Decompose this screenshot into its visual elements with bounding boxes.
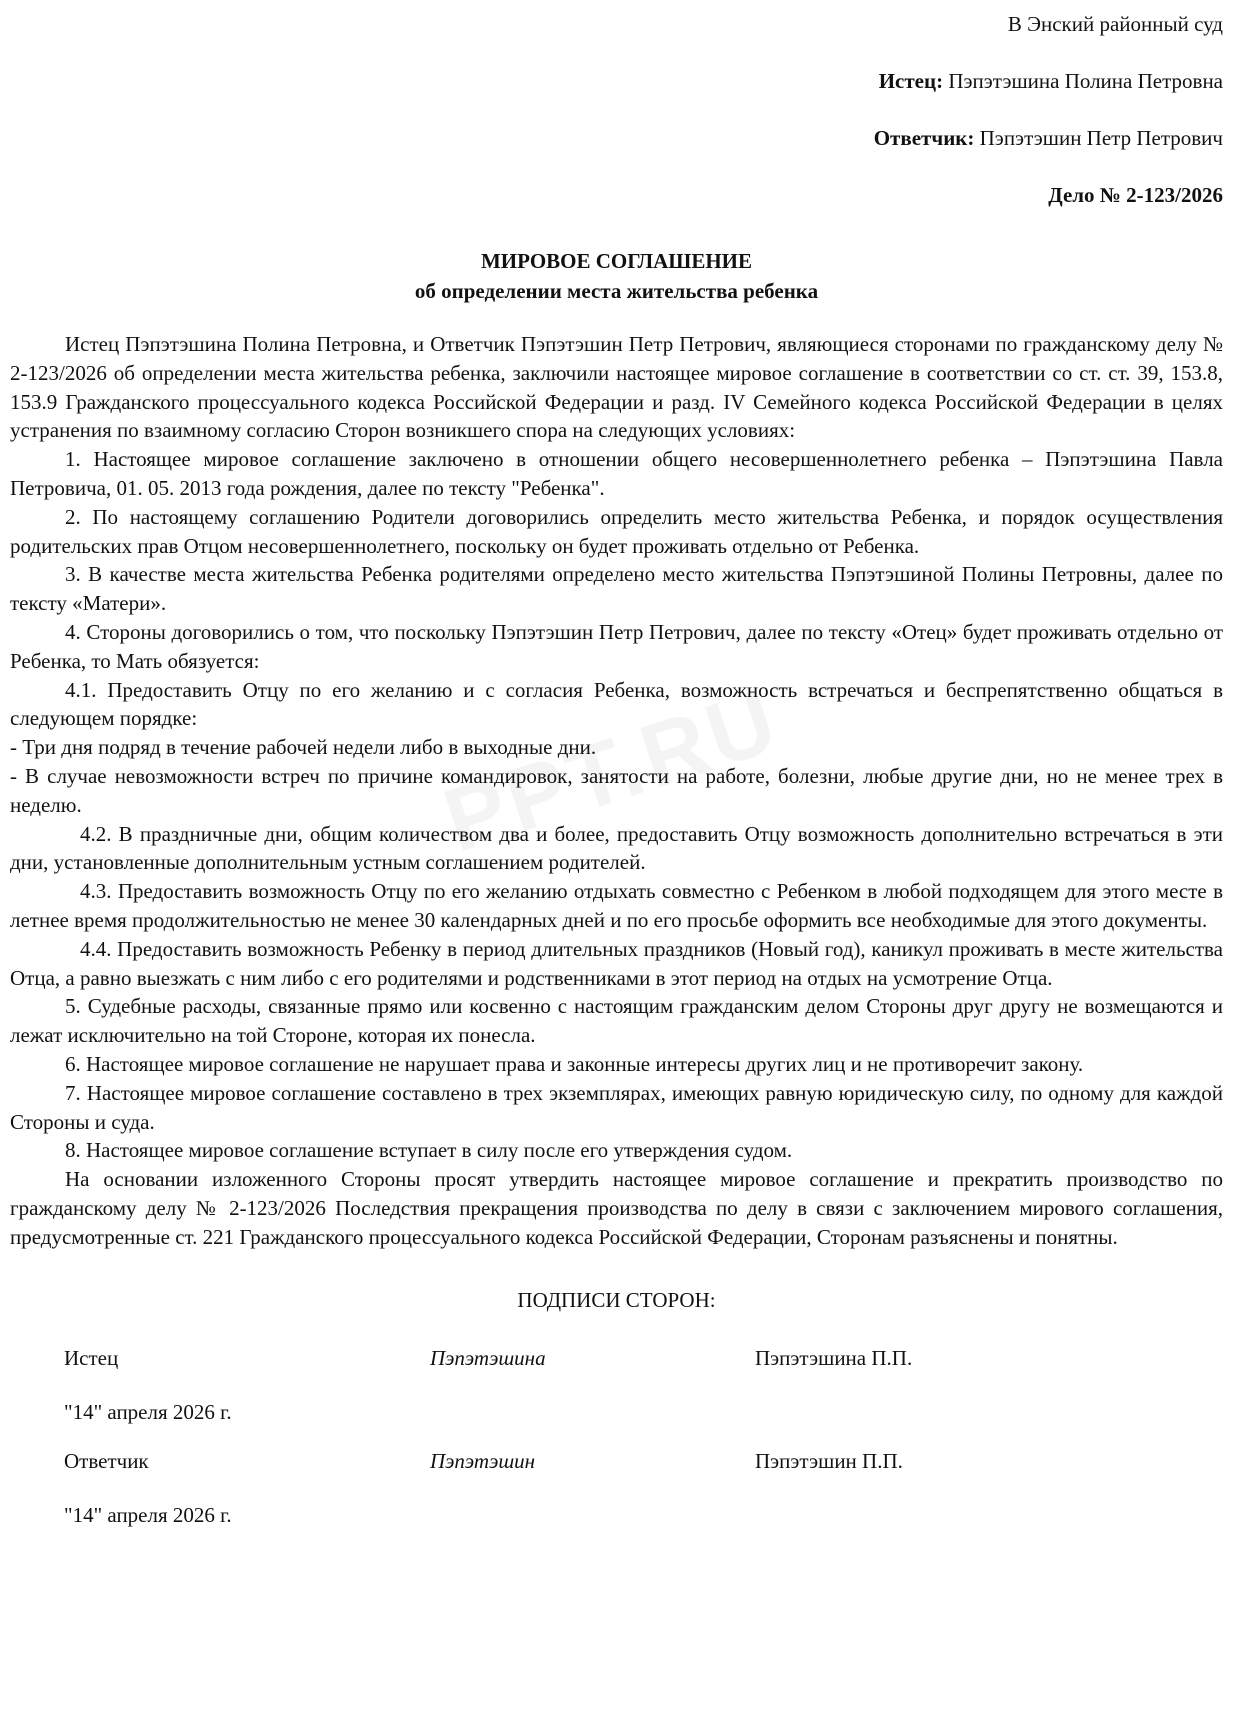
paragraph-6: 6. Настоящее мировое соглашение не нарушает права и законные интересы других лиц и не противоречит закону. (65, 1051, 1084, 1076)
defendant-label: Ответчик: (873, 126, 975, 150)
plaintiff-signature-date: "14" апреля 2026 г. (64, 1399, 232, 1424)
paragraph-2: 2. По настоящему соглашению Родители договорились определить место жительства Ребенка, и порядок осуществления родительских прав Отцом несовершеннолетнего, поскольку он будет проживать отдельно от Ребенка. (10, 504, 1223, 558)
defendant-signature-row (10, 1449, 1223, 1479)
paragraph-4-2: 4.2. В праздничные дни, общим количеством два и более, предоставить Отцу возможность дополнительно встречаться в эти дни, установленные дополнительным устным соглашением родителей. (10, 821, 1223, 875)
paragraph-4-4: 4.4. Предоставить возможность Ребенку в период длительных праздников (Новый год), каникул проживать в месте жительства Отца, а равно выезжать с ним либо с его родителями и родственниками в этот период на отдых на усмотрение Отца. (10, 936, 1223, 990)
paragraph-4-3: 4.3. Предоставить возможность Отцу по его желанию отдыхать совместно с Ребенком в любой подходящем для этого месте в летнее время продолжительностью не менее 30 календарных дней и по его просьбе оформить все необходимые для этого документы. (10, 879, 1223, 932)
defendant-name: Пэпэтэшин Петр Петрович (979, 126, 1223, 150)
plaintiff-signature-name: Пэпэтэшина П.П. (755, 1345, 913, 1370)
document-title: МИРОВОЕ СОГЛАШЕНИЕ (480, 249, 753, 273)
paragraph-4-1: 4.1. Предоставить Отцу по его желанию и с согласия Ребенка, возможность встречаться и беспрепятственно общаться в следующем порядке: (10, 677, 1223, 731)
paragraph-7: 7. Настоящее мировое соглашение составлено в трех экземплярах, имеющих равную юридическую силу, по одному для каждой Стороны и суда. (10, 1080, 1223, 1134)
paragraph-3: 3. В качестве места жительства Ребенка родителями определено место жительства Пэпэтэшиной Полины Петровны, далее по тексту «Матери». (10, 562, 1223, 616)
paragraph-4: 4. Стороны договорились о том, что поскольку Пэпэтэшин Петр Петрович, далее по тексту «Отец» будет проживать отдельно от Ребенка, то Мать обязуется: (10, 619, 1223, 673)
list-item-bullet-1: - Три дня подряд в течение рабочей недели либо в выходные дни. (10, 735, 597, 760)
document-page (10, 6, 1223, 1528)
defendant-role: Ответчик (64, 1448, 149, 1473)
plaintiff-line (10, 67, 1223, 96)
defendant-signature-name: Пэпэтэшин П.П. (755, 1448, 903, 1473)
document-body (10, 330, 1223, 1252)
case-number: Дело № 2-123/2026 (1048, 183, 1223, 207)
signatures-title: ПОДПИСИ СТОРОН: (517, 1287, 716, 1312)
defendant-signature-date: "14" апреля 2026 г. (64, 1502, 232, 1527)
plaintiff-label: Истец: (878, 69, 944, 93)
plaintiff-signature-row (10, 1346, 1223, 1376)
paragraph-closing: На основании изложенного Стороны просят утвердить настоящее мировое соглашение и прекратить производство по гражданскому делу № 2-123/2026 Последствия прекращения производства по делу в связи с заключением мирового соглашения, предусмотренные ст. 221 Гражданского процессуального кодекса Российской Федерации, Сторонам разъяснены и понятны. (10, 1167, 1223, 1249)
paragraph-intro: Истец Пэпэтэшина Полина Петровна, и Ответчик Пэпэтэшин Петр Петрович, являющиеся сторонами по гражданскому делу № 2-123/2026 об определении места жительства ребенка, заключили настоящее мировое соглашение в соответствии со ст. ст. 39, 153.8, 153.9 Гражданского процессуального кодекса Российской Федерации и разд. IV Семейного кодекса Российской Федерации в целях устранения по взаимному согласию Сторон возникшего спора на следующих условиях: (10, 332, 1223, 443)
list-item-bullet-2: - В случае невозможности встреч по причине командировок, занятости на работе, болезни, любые другие дни, но не менее трех в неделю. (10, 763, 1223, 817)
plaintiff-signature: Пэпэтэшина (430, 1345, 546, 1370)
defendant-line (10, 124, 1223, 153)
defendant-signature: Пэпэтэшин (430, 1448, 536, 1473)
plaintiff-role: Истец (64, 1345, 119, 1370)
paragraph-5: 5. Судебные расходы, связанные прямо или косвенно с настоящим гражданским делом Стороны друг другу не возмещаются и лежат исключительно на той Стороне, которая их понесла. (10, 994, 1223, 1048)
document-subtitle: об определении места жительства ребенка (414, 279, 819, 303)
court-name: В Энский районный суд (1007, 12, 1223, 36)
paragraph-1: 1. Настоящее мировое соглашение заключено в отношении общего несовершеннолетнего ребенка – Пэпэтэшина Павла Петровича, 01. 05. 2013 года рождения, далее по тексту "Ребенка". (10, 447, 1223, 500)
plaintiff-name: Пэпэтэшина Полина Петровна (948, 69, 1223, 93)
paragraph-8: 8. Настоящее мировое соглашение вступает в силу после его утверждения судом. (65, 1138, 793, 1163)
